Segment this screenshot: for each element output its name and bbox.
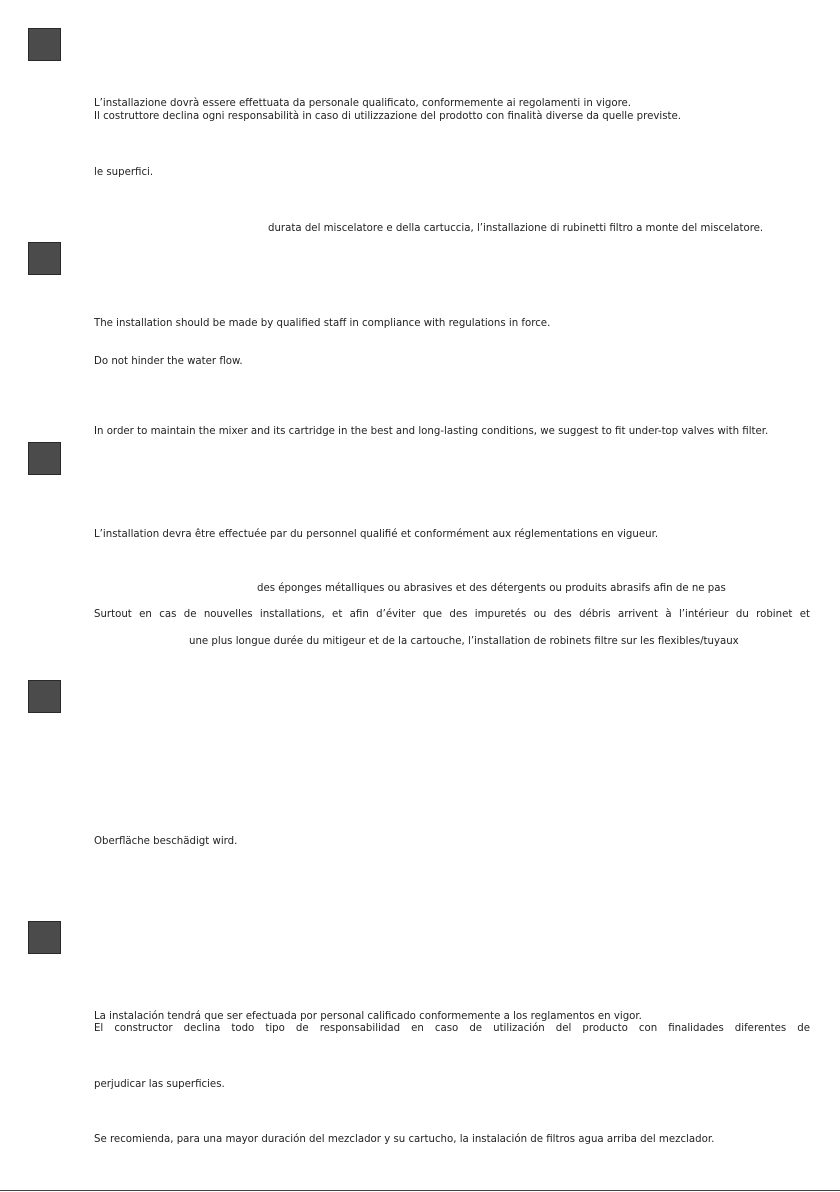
en-line-2: Do not hinder the water flow.	[94, 356, 243, 367]
fr-line-2: des éponges métalliques ou abrasives et des détergents ou produits abrasifs afin de ne pas	[257, 583, 726, 594]
page-bottom-rule	[0, 1190, 840, 1191]
it-line-3: le superfici.	[94, 167, 154, 178]
spanish-flag-icon	[28, 921, 61, 954]
en-line-3: In order to maintain the mixer and its cartridge in the best and long-lasting conditions, we suggest to fit under-top valves with filter.	[94, 426, 769, 437]
fr-line-4: une plus longue durée du mitigeur et de la cartouche, l’installation de robinets filtre sur les flexibles/tuyaux	[189, 636, 739, 647]
en-line-1: The installation should be made by qualified staff in compliance with regulations in force.	[94, 318, 551, 329]
fr-line-1: L’installation devra être effectuée par du personnel qualifié et conformément aux réglementations en vigueur.	[94, 529, 659, 540]
es-line-3: perjudicar las superficies.	[94, 1079, 225, 1090]
fr-line-3: Surtout en cas de nouvelles installations, et afin d’éviter que des impuretés ou des débris arrivent à l’intérieur du robinet et	[94, 609, 810, 620]
german-flag-icon	[28, 680, 61, 713]
french-flag-icon	[28, 442, 61, 475]
italian-flag-icon	[28, 28, 61, 61]
it-line-1: L’installazione dovrà essere effettuata da personale qualificato, conformemente ai regolamenti in vigore.	[94, 98, 632, 109]
es-line-1: La instalación tendrá que ser efectuada por personal calificado conformemente a los reglamentos en vigor.	[94, 1011, 642, 1022]
it-line-4: durata del miscelatore e della cartuccia, l’installazione di rubinetti filtro a monte del miscelatore.	[268, 223, 764, 234]
es-line-4: Se recomienda, para una mayor duración del mezclador y su cartucho, la instalación de filtros agua arriba del mezclador.	[94, 1134, 715, 1145]
it-line-2: Il costruttore declina ogni responsabilità in caso di utilizzazione del prodotto con finalità diverse da quelle previste.	[94, 111, 681, 122]
es-line-2: El constructor declina todo tipo de responsabilidad en caso de utilización del producto con finalidades diferentes de	[94, 1023, 810, 1034]
de-line-1: Oberfläche beschädigt wird.	[94, 836, 238, 847]
english-flag-icon	[28, 242, 61, 275]
